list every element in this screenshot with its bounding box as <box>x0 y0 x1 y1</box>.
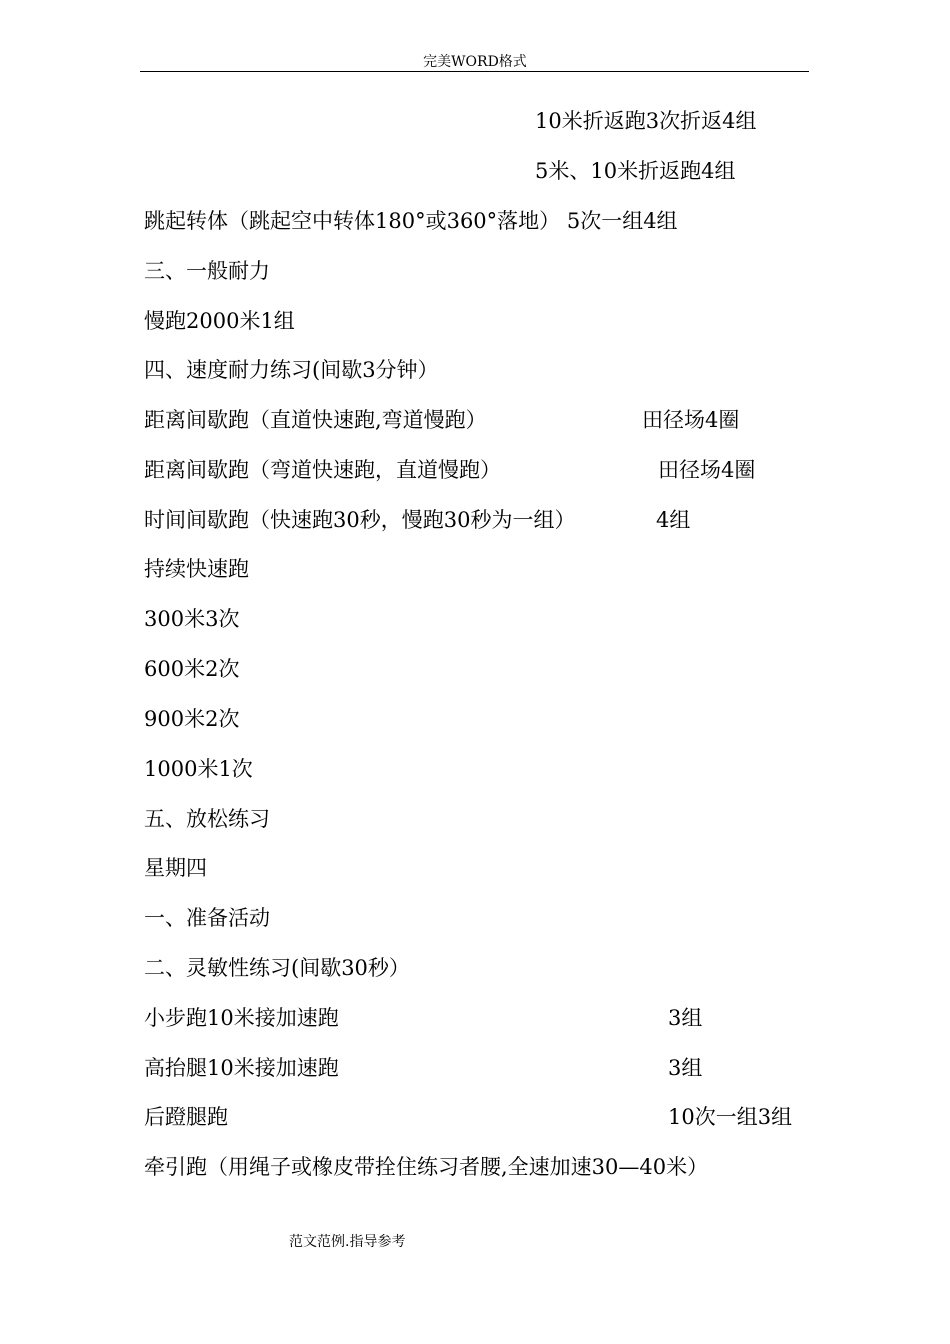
exercise-amount: 4组 <box>656 508 691 532</box>
section-heading: 五、放松练习 <box>144 807 270 831</box>
header-rule <box>140 71 809 72</box>
exercise-amount: 3组 <box>668 1006 703 1030</box>
text-line: 900米2次 <box>144 707 240 731</box>
section-heading: 三、一般耐力 <box>144 259 270 283</box>
text-line: 1000米1次 <box>144 757 253 781</box>
exercise-name: 小步跑10米接加速跑 <box>144 1006 339 1030</box>
exercise-amount: 3组 <box>668 1056 703 1080</box>
text-line: 持续快速跑 <box>144 557 249 581</box>
exercise-name: 时间间歇跑（快速跑30秒，慢跑30秒为一组） <box>144 508 576 532</box>
section-heading: 四、速度耐力练习(间歇3分钟） <box>144 358 439 382</box>
text-line: 牵引跑（用绳子或橡皮带拴住练习者腰,全速加速30—40米） <box>144 1155 709 1179</box>
exercise-name: 距离间歇跑（弯道快速跑，直道慢跑） <box>144 458 501 482</box>
exercise-name: 距离间歇跑（直道快速跑,弯道慢跑） <box>144 408 487 432</box>
text-line: 跳起转体（跳起空中转体180°或360°落地） 5次一组4组 <box>144 209 678 233</box>
section-heading: 二、灵敏性练习(间歇30秒） <box>144 956 410 980</box>
exercise-amount: 田径场4圈 <box>642 408 740 432</box>
exercise-name: 后蹬腿跑 <box>144 1105 228 1129</box>
page-footer: 范文范例.指导参考 <box>289 1234 406 1250</box>
text-line: 5米、10米折返跑4组 <box>535 159 736 183</box>
exercise-name: 高抬腿10米接加速跑 <box>144 1056 339 1080</box>
day-heading: 星期四 <box>144 856 207 880</box>
text-line: 300米3次 <box>144 607 240 631</box>
text-line: 10米折返跑3次折返4组 <box>535 109 757 133</box>
text-line: 600米2次 <box>144 657 240 681</box>
exercise-amount: 田径场4圈 <box>658 458 756 482</box>
page-header-title: 完美WORD格式 <box>423 54 527 70</box>
section-heading: 一、准备活动 <box>144 906 270 930</box>
text-line: 慢跑2000米1组 <box>144 309 295 333</box>
exercise-amount: 10次一组3组 <box>668 1105 793 1129</box>
